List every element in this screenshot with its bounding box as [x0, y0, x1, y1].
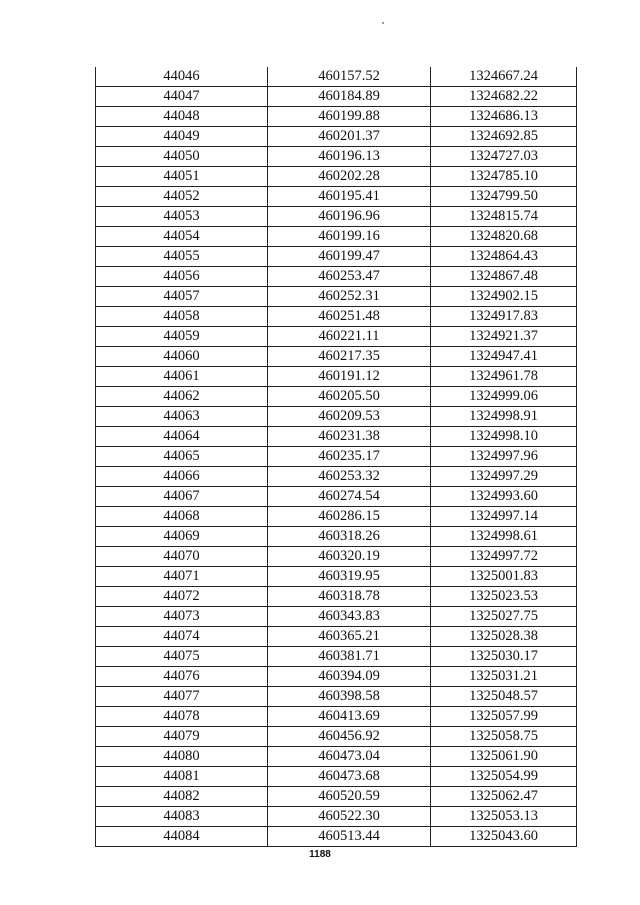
point-id-cell: 44071 — [96, 567, 268, 587]
x-coordinate-cell: 460209.53 — [268, 407, 431, 427]
point-id-cell: 44062 — [96, 387, 268, 407]
y-coordinate-cell: 1324917.83 — [431, 307, 577, 327]
point-id-cell: 44080 — [96, 747, 268, 767]
y-coordinate-cell: 1324993.60 — [431, 487, 577, 507]
point-id-cell: 44047 — [96, 87, 268, 107]
point-id-cell: 44076 — [96, 667, 268, 687]
page-number: 1188 — [309, 849, 331, 860]
point-id-cell: 44084 — [96, 827, 268, 847]
point-id-cell: 44064 — [96, 427, 268, 447]
y-coordinate-cell: 1325027.75 — [431, 607, 577, 627]
scan-speck — [382, 22, 384, 24]
table-row — [96, 407, 577, 427]
x-coordinate-cell: 460195.41 — [268, 187, 431, 207]
table-row — [96, 147, 577, 167]
x-coordinate-cell: 460251.48 — [268, 307, 431, 327]
table-row — [96, 547, 577, 567]
point-id-cell: 44066 — [96, 467, 268, 487]
point-id-cell: 44052 — [96, 187, 268, 207]
x-coordinate-cell: 460456.92 — [268, 727, 431, 747]
table-row — [96, 827, 577, 847]
y-coordinate-cell: 1325028.38 — [431, 627, 577, 647]
table-row — [96, 607, 577, 627]
y-coordinate-cell: 1325023.53 — [431, 587, 577, 607]
x-coordinate-cell: 460522.30 — [268, 807, 431, 827]
x-coordinate-cell: 460199.16 — [268, 227, 431, 247]
x-coordinate-cell: 460196.96 — [268, 207, 431, 227]
table-row — [96, 227, 577, 247]
table-row — [96, 107, 577, 127]
point-id-cell: 44055 — [96, 247, 268, 267]
y-coordinate-cell: 1324999.06 — [431, 387, 577, 407]
table-row — [96, 587, 577, 607]
point-id-cell: 44074 — [96, 627, 268, 647]
point-id-cell: 44046 — [96, 67, 268, 87]
point-id-cell: 44077 — [96, 687, 268, 707]
y-coordinate-cell: 1325043.60 — [431, 827, 577, 847]
point-id-cell: 44065 — [96, 447, 268, 467]
y-coordinate-cell: 1324961.78 — [431, 367, 577, 387]
y-coordinate-cell: 1324667.24 — [431, 67, 577, 87]
x-coordinate-cell: 460286.15 — [268, 507, 431, 527]
y-coordinate-cell: 1325061.90 — [431, 747, 577, 767]
point-id-cell: 44078 — [96, 707, 268, 727]
table-row — [96, 647, 577, 667]
x-coordinate-cell: 460513.44 — [268, 827, 431, 847]
table-row — [96, 507, 577, 527]
y-coordinate-cell: 1324815.74 — [431, 207, 577, 227]
x-coordinate-cell: 460184.89 — [268, 87, 431, 107]
y-coordinate-cell: 1325058.75 — [431, 727, 577, 747]
y-coordinate-cell: 1325062.47 — [431, 787, 577, 807]
table-row — [96, 387, 577, 407]
point-id-cell: 44061 — [96, 367, 268, 387]
x-coordinate-cell: 460365.21 — [268, 627, 431, 647]
y-coordinate-cell: 1324820.68 — [431, 227, 577, 247]
y-coordinate-cell: 1324921.37 — [431, 327, 577, 347]
y-coordinate-cell: 1324997.29 — [431, 467, 577, 487]
point-id-cell: 44068 — [96, 507, 268, 527]
y-coordinate-cell: 1324692.85 — [431, 127, 577, 147]
point-id-cell: 44063 — [96, 407, 268, 427]
table-row — [96, 287, 577, 307]
table-row — [96, 307, 577, 327]
table-row — [96, 447, 577, 467]
table-row — [96, 207, 577, 227]
x-coordinate-cell: 460319.95 — [268, 567, 431, 587]
point-id-cell: 44048 — [96, 107, 268, 127]
table-row — [96, 767, 577, 787]
y-coordinate-cell: 1324998.61 — [431, 527, 577, 547]
x-coordinate-cell: 460202.28 — [268, 167, 431, 187]
table-row — [96, 327, 577, 347]
table-row — [96, 787, 577, 807]
x-coordinate-cell: 460413.69 — [268, 707, 431, 727]
y-coordinate-cell: 1325031.21 — [431, 667, 577, 687]
y-coordinate-cell: 1325057.99 — [431, 707, 577, 727]
y-coordinate-cell: 1324864.43 — [431, 247, 577, 267]
point-id-cell: 44073 — [96, 607, 268, 627]
y-coordinate-cell: 1325001.83 — [431, 567, 577, 587]
x-coordinate-cell: 460381.71 — [268, 647, 431, 667]
point-id-cell: 44051 — [96, 167, 268, 187]
table-row — [96, 707, 577, 727]
y-coordinate-cell: 1324682.22 — [431, 87, 577, 107]
point-id-cell: 44067 — [96, 487, 268, 507]
y-coordinate-cell: 1324727.03 — [431, 147, 577, 167]
y-coordinate-cell: 1324998.91 — [431, 407, 577, 427]
table-row — [96, 627, 577, 647]
table-row — [96, 347, 577, 367]
point-id-cell: 44072 — [96, 587, 268, 607]
x-coordinate-cell: 460320.19 — [268, 547, 431, 567]
coordinates-table-body — [96, 67, 577, 847]
x-coordinate-cell: 460318.26 — [268, 527, 431, 547]
y-coordinate-cell: 1325030.17 — [431, 647, 577, 667]
table-row — [96, 247, 577, 267]
y-coordinate-cell: 1324902.15 — [431, 287, 577, 307]
y-coordinate-cell: 1324867.48 — [431, 267, 577, 287]
point-id-cell: 44050 — [96, 147, 268, 167]
table-row — [96, 487, 577, 507]
x-coordinate-cell: 460318.78 — [268, 587, 431, 607]
y-coordinate-cell: 1324998.10 — [431, 427, 577, 447]
point-id-cell: 44056 — [96, 267, 268, 287]
x-coordinate-cell: 460231.38 — [268, 427, 431, 447]
point-id-cell: 44083 — [96, 807, 268, 827]
y-coordinate-cell: 1324686.13 — [431, 107, 577, 127]
x-coordinate-cell: 460343.83 — [268, 607, 431, 627]
table-row — [96, 567, 577, 587]
table-row — [96, 747, 577, 767]
x-coordinate-cell: 460398.58 — [268, 687, 431, 707]
table-row — [96, 267, 577, 287]
table-row — [96, 367, 577, 387]
y-coordinate-cell: 1324947.41 — [431, 347, 577, 367]
x-coordinate-cell: 460473.04 — [268, 747, 431, 767]
point-id-cell: 44058 — [96, 307, 268, 327]
table-row — [96, 187, 577, 207]
x-coordinate-cell: 460205.50 — [268, 387, 431, 407]
table-row — [96, 87, 577, 107]
point-id-cell: 44079 — [96, 727, 268, 747]
point-id-cell: 44054 — [96, 227, 268, 247]
x-coordinate-cell: 460253.32 — [268, 467, 431, 487]
table-row — [96, 427, 577, 447]
y-coordinate-cell: 1325048.57 — [431, 687, 577, 707]
x-coordinate-cell: 460217.35 — [268, 347, 431, 367]
y-coordinate-cell: 1324997.72 — [431, 547, 577, 567]
table-row — [96, 687, 577, 707]
table-row — [96, 127, 577, 147]
y-coordinate-cell: 1324997.96 — [431, 447, 577, 467]
point-id-cell: 44049 — [96, 127, 268, 147]
point-id-cell: 44070 — [96, 547, 268, 567]
table-row — [96, 167, 577, 187]
x-coordinate-cell: 460201.37 — [268, 127, 431, 147]
coordinates-table — [95, 67, 577, 847]
x-coordinate-cell: 460520.59 — [268, 787, 431, 807]
x-coordinate-cell: 460394.09 — [268, 667, 431, 687]
table-row — [96, 807, 577, 827]
point-id-cell: 44057 — [96, 287, 268, 307]
point-id-cell: 44069 — [96, 527, 268, 547]
point-id-cell: 44060 — [96, 347, 268, 367]
point-id-cell: 44081 — [96, 767, 268, 787]
x-coordinate-cell: 460221.11 — [268, 327, 431, 347]
point-id-cell: 44059 — [96, 327, 268, 347]
y-coordinate-cell: 1325053.13 — [431, 807, 577, 827]
x-coordinate-cell: 460274.54 — [268, 487, 431, 507]
x-coordinate-cell: 460473.68 — [268, 767, 431, 787]
table-row — [96, 527, 577, 547]
table-row — [96, 727, 577, 747]
x-coordinate-cell: 460199.47 — [268, 247, 431, 267]
x-coordinate-cell: 460157.52 — [268, 67, 431, 87]
x-coordinate-cell: 460196.13 — [268, 147, 431, 167]
x-coordinate-cell: 460253.47 — [268, 267, 431, 287]
x-coordinate-cell: 460252.31 — [268, 287, 431, 307]
y-coordinate-cell: 1324785.10 — [431, 167, 577, 187]
point-id-cell: 44053 — [96, 207, 268, 227]
y-coordinate-cell: 1324799.50 — [431, 187, 577, 207]
table-row — [96, 467, 577, 487]
point-id-cell: 44075 — [96, 647, 268, 667]
y-coordinate-cell: 1325054.99 — [431, 767, 577, 787]
x-coordinate-cell: 460191.12 — [268, 367, 431, 387]
table-row — [96, 67, 577, 87]
table-row — [96, 667, 577, 687]
x-coordinate-cell: 460235.17 — [268, 447, 431, 467]
x-coordinate-cell: 460199.88 — [268, 107, 431, 127]
y-coordinate-cell: 1324997.14 — [431, 507, 577, 527]
point-id-cell: 44082 — [96, 787, 268, 807]
